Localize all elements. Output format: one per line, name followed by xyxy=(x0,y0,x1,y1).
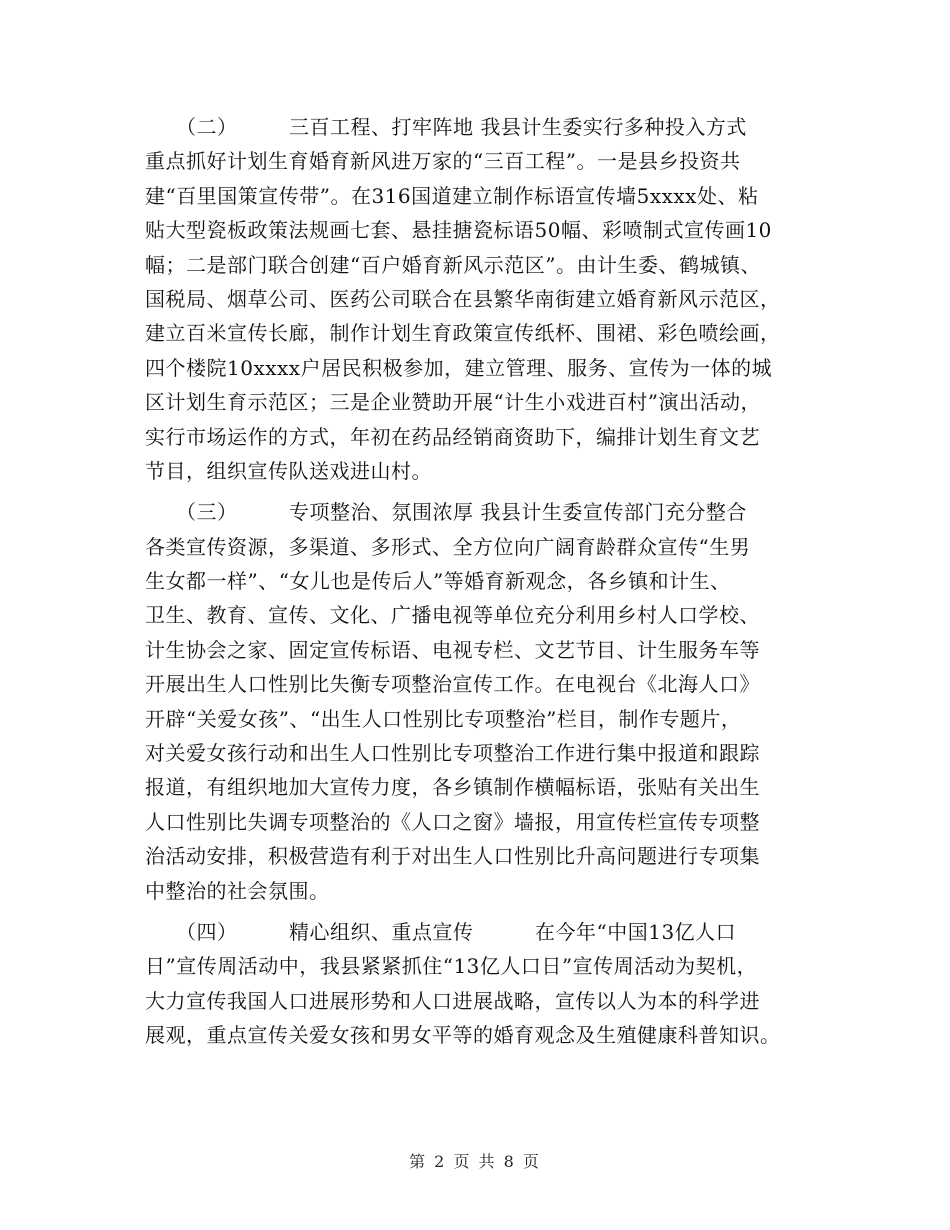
text-line: 各类宣传资源，多渠道、多形式、全方位向广阔育龄群众宣传“生男 xyxy=(145,534,751,559)
paragraph-section-four xyxy=(145,915,815,1053)
text-line: （三） 专项整治、氛围浓厚 我县计生委宣传部门充分整合 xyxy=(145,500,747,525)
text-line: 建“百里国策宣传带”。在316国道建立制作标语宣传墙5xxxx处、粘 xyxy=(145,183,759,208)
text-line: 日”宣传周活动中，我县紧紧抓住“13亿人口日”宣传周活动为契机， xyxy=(145,954,758,979)
text-line: 卫生、教育、宣传、文化、广播电视等单位充分利用乡村人口学校、 xyxy=(145,603,760,628)
text-line: 建立百米宣传长廊，制作计划生育政策宣传纸杯、围裙、彩色喷绘画， xyxy=(145,321,781,346)
text-line: 展观，重点宣传关爱女孩和男女平等的婚育观念及生殖健康科普知识。 xyxy=(145,1023,781,1048)
text-line: 治活动安排，积极营造有利于对出生人口性别比升高问题进行专项集 xyxy=(145,844,760,869)
text-line: 区计划生育示范区；三是企业赞助开展“计生小戏进百村”演出活动， xyxy=(145,390,761,415)
text-line: 计生协会之家、固定宣传标语、电视专栏、文艺节目、计生服务车等 xyxy=(145,637,760,662)
text-line: 贴大型瓷板政策法规画七套、悬挂搪瓷标语50幅、彩喷制式宣传画10 xyxy=(145,218,772,243)
paragraph-section-two xyxy=(145,110,815,488)
text-line: 开展出生人口性别比失衡专项整治宣传工作。在电视台《北海人口》 xyxy=(145,672,760,697)
text-line: 大力宣传我国人口进展形势和人口进展战略，宣传以人为本的科学进 xyxy=(145,988,760,1013)
text-line: 重点抓好计划生育婚育新风进万家的“三百工程”。一是县乡投资共 xyxy=(145,149,741,174)
text-line: 报道，有组织地加大宣传力度，各乡镇制作横幅标语，张贴有关出生 xyxy=(145,775,760,800)
text-line: 节目，组织宣传队送戏进山村。 xyxy=(145,458,432,483)
paragraph-section-three xyxy=(145,495,815,908)
page-number-footer: 第 2 页 共 8 页 xyxy=(409,1152,541,1171)
text-line: 开辟“关爱女孩”、“出生人口性别比专项整治”栏目，制作专题片， xyxy=(145,706,742,731)
text-line: 中整治的社会氛围。 xyxy=(145,878,330,903)
text-line: 四个楼院10xxxx户居民积极参加，建立管理、服务、宣传为一体的城 xyxy=(145,355,773,380)
text-line: （四） 精心组织、重点宣传 在今年“中国13亿人口 xyxy=(145,919,737,944)
text-line: 幅；二是部门联合创建“百户婚育新风示范区”。由计生委、鹤城镇、 xyxy=(145,252,761,277)
text-line: 实行市场运作的方式，年初在药品经销商资助下，编排计划生育文艺 xyxy=(145,424,760,449)
text-line: 生女都一样”、“女儿也是传后人”等婚育新观念，各乡镇和计生、 xyxy=(145,569,731,594)
text-line: （二） 三百工程、打牢阵地 我县计生委实行多种投入方式 xyxy=(145,115,747,139)
text-line: 人口性别比失调专项整治的《人口之窗》墙报，用宣传栏宣传专项整 xyxy=(145,809,760,834)
text-line: 对关爱女孩行动和出生人口性别比专项整治工作进行集中报道和跟踪 xyxy=(145,741,760,766)
document-body xyxy=(145,110,815,1053)
text-line: 国税局、烟草公司、医药公司联合在县繁华南街建立婚育新风示范区， xyxy=(145,286,781,311)
